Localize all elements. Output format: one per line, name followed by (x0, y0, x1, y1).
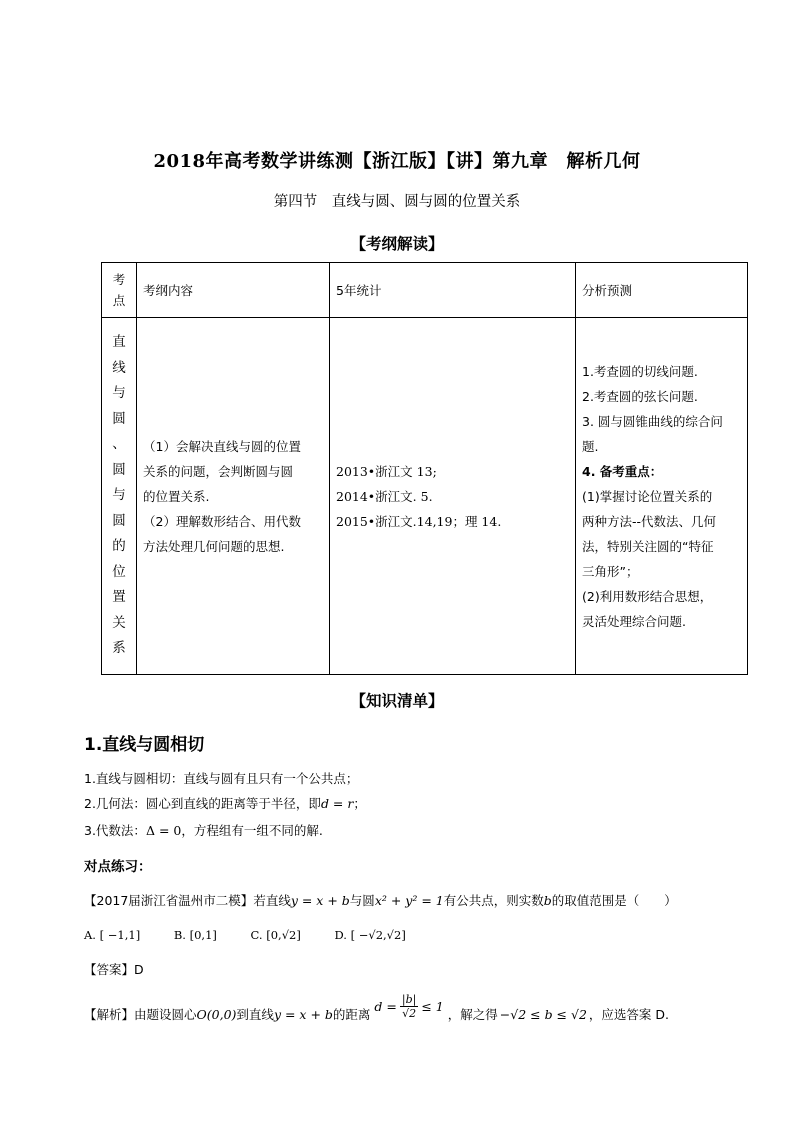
option-d: D. [ −√2,√2] (334, 928, 406, 942)
outline-heading: 【考纲解读】 (350, 235, 444, 253)
analysis-label: 【解析】 (84, 1007, 135, 1022)
header-stats: 5年统计 (330, 263, 576, 318)
content-line: （1）会解决直线与圆的位置 (143, 438, 301, 454)
topic-heading: 1.直线与圆相切 (84, 735, 205, 755)
analysis-line: 法，特别关注圆的“特征 (582, 538, 714, 554)
topic-char: 的 (112, 538, 126, 555)
table-row (102, 318, 748, 675)
content-line: 关系的问题，会判断圆与圆 (143, 463, 294, 479)
stats-line: 2015•浙江文.14,19；理 14. (336, 513, 502, 529)
analysis-line: 1.考查圆的切线问题. (582, 363, 698, 379)
topic-char: 关 (112, 614, 126, 631)
practice-label: 对点练习： (84, 859, 152, 875)
formula-rhs: ≤ 1 (421, 998, 444, 1014)
analysis-text: 的距离 (332, 1007, 371, 1022)
analysis-line: 3. 圆与圆锥曲线的综合问 (582, 413, 723, 429)
question-text: 若直线 (253, 893, 291, 908)
math-expression: x² + y² = 1 (374, 893, 444, 908)
math-expression: O(0,0) (196, 1006, 237, 1022)
topic-char: 直 (112, 334, 126, 351)
analysis-text: ，应选答案 D. (588, 1007, 669, 1022)
formula-lhs: d = (374, 998, 397, 1014)
item-2-end: ； (353, 796, 366, 811)
analysis-line: 4. 备考重点： (582, 463, 663, 479)
option-c: C. [0,√2] (250, 928, 301, 942)
item-3 (84, 821, 323, 839)
math-expression: y = x + b (273, 1006, 333, 1022)
header-topic (102, 263, 137, 318)
math-expression: −√2 ≤ b ≤ √2 (499, 1006, 587, 1022)
analysis-line: 题. (582, 438, 599, 454)
analysis-text: 到直线 (236, 1007, 274, 1022)
topic-char: 系 (112, 640, 126, 657)
topic-char: 线 (112, 359, 126, 376)
content-line: 方法处理几何问题的思想. (143, 538, 285, 554)
knowledge-heading: 【知识清单】 (350, 692, 444, 710)
question-text: 有公共点，则实数 (443, 893, 544, 908)
header-topic-char: 考 (112, 272, 126, 287)
options-row (84, 928, 406, 942)
analysis-line: (1)掌握讨论位置关系的 (582, 488, 713, 504)
stats-cell (330, 318, 576, 675)
math-expression: y = x + b (290, 893, 350, 908)
outline-table (101, 262, 748, 675)
analysis-line: 2.考查圆的弦长问题. (582, 388, 698, 404)
option-a: A. [ −1,1] (84, 928, 141, 942)
topic-char: 圆 (112, 512, 126, 529)
analysis-text: ，解之得 (447, 1007, 498, 1022)
analysis-text: 由题设圆心 (134, 1007, 197, 1022)
topic-char: 位 (112, 563, 126, 580)
table-header-row (102, 263, 748, 318)
content-line: （2）理解数形结合、用代数 (143, 513, 301, 529)
math-expression: Δ = 0 (145, 823, 182, 838)
item-2-text: 2.几何法：圆心到直线的距离等于半径，即 (84, 796, 321, 811)
question-stem (84, 891, 677, 909)
analysis-paragraph (84, 994, 669, 1034)
stats-line: 2013•浙江文 13; (336, 463, 437, 479)
header-topic-char: 点 (112, 293, 126, 308)
item-3-text: 3.代数法： (84, 823, 146, 838)
fraction-numerator: |b| (401, 992, 417, 1006)
header-analysis: 分析预测 (576, 263, 748, 318)
document-title: 2018年高考数学讲练测【浙江版】【讲】第九章 解析几何 (153, 151, 641, 172)
analysis-cell (576, 318, 748, 675)
header-content: 考纲内容 (137, 263, 330, 318)
math-expression: d = r (320, 796, 354, 811)
question-text: 的取值范围是（ ） (551, 893, 677, 908)
item-2 (84, 794, 366, 812)
section-subtitle: 第四节 直线与圆、圆与圆的位置关系 (273, 194, 521, 210)
analysis-line: 灵活处理综合问题. (582, 613, 686, 629)
topic-char: 与 (112, 487, 126, 504)
analysis-line: (2)利用数形结合思想， (582, 588, 713, 604)
topic-char: 、 (112, 436, 126, 453)
analysis-line: 三角形”； (582, 563, 639, 579)
fraction (400, 993, 418, 1020)
fraction-denominator: √2 (402, 1006, 417, 1020)
math-expression: b (543, 893, 552, 908)
question-text: 与圆 (349, 893, 375, 908)
topic-char: 圆 (112, 461, 126, 478)
option-b: B. [0,1] (173, 928, 217, 942)
analysis-line: 两种方法--代数法、几何 (582, 513, 717, 529)
item-1: 1.直线与圆相切：直线与圆有且只有一个公共点； (84, 771, 359, 786)
content-cell (137, 318, 330, 675)
question-source: 【2017届浙江省温州市二模】 (84, 893, 254, 908)
topic-cell (102, 318, 137, 675)
topic-char: 置 (112, 589, 126, 606)
topic-char: 圆 (112, 410, 126, 427)
topic-char: 与 (112, 385, 126, 402)
content-line: 的位置关系. (143, 488, 210, 504)
distance-formula (374, 993, 443, 1020)
stats-line: 2014•浙江文. 5. (336, 488, 433, 504)
answer-line: 【答案】D (84, 962, 144, 977)
item-3-end: ，方程组有一组不同的解. (181, 823, 323, 838)
